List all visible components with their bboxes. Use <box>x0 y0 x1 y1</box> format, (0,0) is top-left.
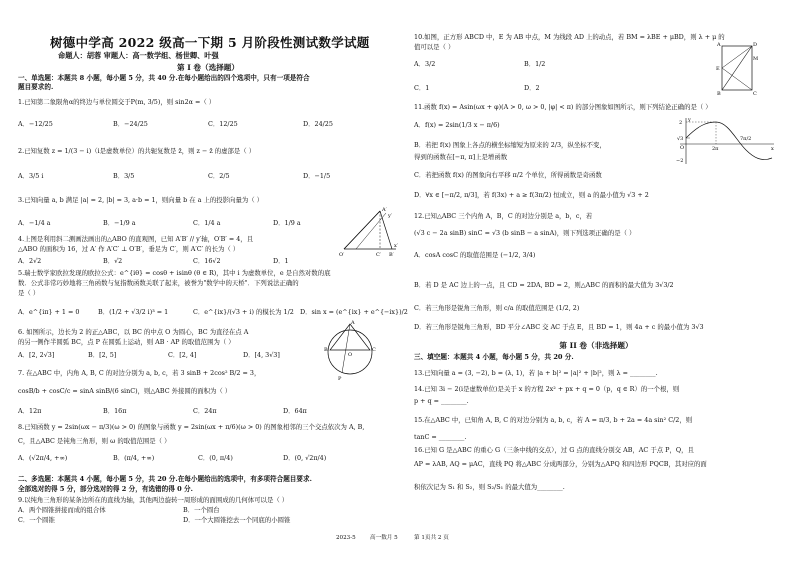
svg-text:D: D <box>753 42 758 48</box>
q10-option-d: D．2 <box>524 84 540 92</box>
q9-option-a: A．两个圆锥拼接而成的组合体 <box>18 506 106 514</box>
question-6-cont: 的另一侧作半圆弧 BC，点 P 在圆弧上运动，则 AB · AP 的取值范围为（ ） <box>18 338 235 346</box>
svg-text:y′: y′ <box>388 213 392 219</box>
q1-option-c: C．12/25 <box>208 120 238 128</box>
q11-sine-graph-figure <box>676 116 776 166</box>
q8-option-a: A．(√2π/4, +∞) <box>18 454 68 462</box>
question-12: 12.已知△ABC 三个内角 A，B，C 的对边分别是 a，b，c，若 <box>414 212 593 220</box>
question-9: 9.以纯角三角形的某条边所在的直线为轴，其他两边旋转一周形成的面围成的几何体可以是（ ） <box>18 496 289 504</box>
svg-text:P: P <box>338 376 342 382</box>
svg-text:M: M <box>753 56 759 62</box>
question-7-cont: cosB/b + cosC/c = sinA sinB/(6 sinC)，则△ABC 外接圆的面积为（ ） <box>18 387 232 395</box>
question-15: 15.在△ABC 中，已知角 A, B, C 的对边分别为 a, b, c，若 A = π/3, b + 2a = 4a sin² C/2，则 <box>414 416 693 424</box>
svg-text:2: 2 <box>679 120 683 126</box>
q12-option-c: C．若三角形是锐角三角形，则 c/a 的取值范围是 (1/2, 2) <box>414 304 580 312</box>
section-2-heading-cont: 全部选对的得 5 分，部分选对的得 2 分，有选错的得 0 分. <box>18 485 193 493</box>
q2-option-d: D．−1/5 <box>303 172 331 180</box>
q1-option-d: D．24/25 <box>303 120 333 128</box>
question-11: 11.函数 f(x) = Asin(ωx + φ)(A > 0, ω > 0, |φ| < π) 的部分图象如图所示，则下列结论正确的是（ ） <box>414 103 712 111</box>
svg-text:O′: O′ <box>339 252 345 258</box>
svg-text:C: C <box>372 347 376 353</box>
svg-text:B: B <box>324 347 328 353</box>
question-2: 2.已知复数 z = 1/(3 − i)（i是虚数单位）的共轭复数是 z̄，则 z − z̄ 的虚部是（ ） <box>18 147 256 155</box>
left-column <box>18 0 408 561</box>
q10-option-a: A．3/2 <box>414 60 436 68</box>
svg-text:√3: √3 <box>677 136 684 142</box>
q6-option-c: C．[2, 4] <box>168 351 197 359</box>
q7-option-c: C．24π <box>193 407 217 415</box>
q12-option-b: B．若 D 是 AC 边上的一点，且 CD = 2DA, BD = 2，则△ABC 的面积的最大值为 3√3/2 <box>414 281 674 289</box>
q8-option-b: B．(π/4, +∞) <box>113 454 155 462</box>
section-3-heading: 三、填空题：本题共 4 小题，每小题 5 分，共 20 分. <box>414 353 574 361</box>
svg-text:A: A <box>351 320 355 326</box>
question-1: 1.已知第二象限角α的终边与单位圆交于P(m, 3/5)，则 sin2α =（ ） <box>18 98 216 106</box>
right-column <box>414 0 778 561</box>
q7-option-a: A．12π <box>18 407 42 415</box>
question-10-cont: 值可以是（ ） <box>414 43 455 51</box>
q3-option-c: C．1/4 a <box>193 219 221 227</box>
q4-option-d: D．1 <box>273 257 289 265</box>
question-15-cont: tanC = ________. <box>414 433 467 441</box>
q7-option-b: B．16π <box>103 407 127 415</box>
svg-text:C: C <box>753 91 757 97</box>
q11-option-c: C．若把函数 f(x) 的图象向右平移 π/2 个单位，所得函数是奇函数 <box>414 171 602 179</box>
q10-square-figure <box>716 40 759 98</box>
question-6: 6. 如图所示，边长为 2 的正△ABC，以 BC 的中点 O 为圆心，BC 为直径在点 A <box>18 328 249 336</box>
question-5-cont2: 是（ ） <box>18 289 40 297</box>
q5-option-a: A．e^{iπ} + 1 = 0 <box>18 308 80 316</box>
footer-page-number: 第 1页共 2 页 <box>414 535 449 541</box>
section-1-heading-cont: 题目要求的. <box>18 83 54 91</box>
page-title: 树德中学高 2022 级高一下期 5 月阶段性测试数学试题 <box>50 35 370 50</box>
svg-text:A′: A′ <box>382 207 387 213</box>
footer-date: 2023-5 <box>336 535 356 541</box>
svg-text:x: x <box>771 146 774 152</box>
question-14-cont: p + q = ________. <box>414 397 469 405</box>
q6-option-a: A．[2, 2√3] <box>18 351 55 359</box>
q9-option-b: B．一个圆台 <box>183 506 220 514</box>
question-5-cont: 数．公式非常巧妙地将三角函数与复指数函数关联了起来，被誉为"数学中的天桥"．下列说法正确的 <box>18 279 299 287</box>
q6-option-b: B．[2, 5] <box>88 351 117 359</box>
q12-option-d: D．若三角形是锐角三角形，BD 平分∠ABC 交 AC 于点 E，且 BD = 1，则 4a + c 的最小值为 3√3 <box>414 323 704 331</box>
volume-2-heading: 第 II 卷（非选择题） <box>559 341 633 350</box>
q6-triangle-semicircle-figure <box>320 318 380 382</box>
q10-option-c: C．1 <box>414 84 430 92</box>
q2-option-c: C．2/5 <box>208 172 230 180</box>
section-2-heading: 二、多选题：本题共 4 小题，每小题 5 分，共 20 分.在每小题给出的选项中，有多项符合题目要求. <box>18 475 312 483</box>
q6-option-d: D．[4, 3√3] <box>243 351 280 359</box>
q2-option-b: B．3/5 <box>113 172 135 180</box>
question-8: 8.已知函数 y = 2sin(ωx − π/3)(ω > 0) 的图象与函数 y = 2sin(ωx + π/6)(ω > 0) 的图象相邻的三个交点依次为 A, B, <box>18 423 365 431</box>
q9-option-c: C．一个圆锥 <box>18 516 55 524</box>
svg-text:B: B <box>717 91 721 97</box>
question-4: 4.上图是利用斜二测画法画出的△ABO 的直观图，已知 A′B′ // y′轴，O′B′ = 4，且 <box>18 235 254 243</box>
svg-text:−2: −2 <box>676 158 684 164</box>
question-8-cont: C，且△ABC 是钝角三角形，则 ω 的取值范围是（ ） <box>18 437 171 445</box>
q8-option-d: D．(0, √2π/4) <box>283 454 327 462</box>
q10-option-b: B．1/2 <box>524 60 546 68</box>
q1-option-b: B．−24/25 <box>113 120 148 128</box>
question-16: 16.已知 G 是△ABC 的重心 G（三条中线的交点），过 G 点的直线分别交 AB，AC 于点 P，Q，且 <box>414 446 694 454</box>
question-4-cont: △ABO 的面积为 16，过 A′ 作 A′C′ ⊥ O′B′，垂足为 C′，则 A′C′ 的长为（ ） <box>18 245 240 253</box>
q1-option-a: A．−12/25 <box>18 120 53 128</box>
svg-text:E: E <box>716 66 720 72</box>
q5-option-c: C．e^{ix}/(√3 + i) 的模长为 1/2 <box>193 308 294 316</box>
svg-text:C′: C′ <box>376 252 381 258</box>
q7-option-d: D．64π <box>283 407 307 415</box>
q3-option-b: B．−1/9 a <box>103 219 136 227</box>
footer-subject: 高一数月 5 <box>370 535 398 541</box>
question-7: 7. 在△ABC 中，内角 A, B, C 的对边分别为 a, b, c，若 3 sinB + 2cos² B/2 = 3， <box>18 369 261 377</box>
q3-option-d: D．1/9 a <box>273 219 301 227</box>
q9-option-d: D．一个大圆锥挖去一个同底的小圆锥 <box>183 516 291 524</box>
svg-text:O: O <box>348 352 353 358</box>
q4-option-b: B．√2 <box>103 257 123 265</box>
section-1-heading: 一、单选题：本题共 8 小题，每小题 5 分，共 40 分.在每小题给出的四个选项中，只有一项是符合 <box>18 74 310 82</box>
question-16-cont: AP = λAB, AQ = μAC，直线 PQ 将△ABC 分成两部分，分别为△APQ 和四边形 PQCB，其对应的面 <box>414 460 707 468</box>
question-16-cont2: 积依次记为 S₁ 和 S₂，则 S₂/S₁ 的最大值为________. <box>414 483 565 491</box>
question-10: 10.如图，正方形 ABCD 中，E 为 AB 中点，M 为线段 AD 上的动点，若 BM = λBE + μBD，则 λ + μ 的 <box>414 33 725 41</box>
svg-text:B′: B′ <box>389 252 394 258</box>
q11-option-d: D．∀x ∈ [−π/2, π/3]，若 f(3x) + a ≥ f(3π/2) 恒成立，则 a 的最小值为 √3 + 2 <box>414 191 649 199</box>
q11-option-b-cont: 得到的函数在[−π, π]上是增函数 <box>414 153 508 161</box>
volume-1-heading: 第 I 卷（选择题） <box>177 63 239 72</box>
svg-text:x′: x′ <box>394 243 398 249</box>
question-3: 3.已知向量 a, b 满足 |a| = 2, |b| = 3, a·b = 1，则向量 b 在 a 上的投影向量为（ ） <box>18 196 264 204</box>
svg-text:A: A <box>717 42 721 48</box>
q8-option-c: C．(0, π/4) <box>198 454 233 462</box>
q3-option-a: A．−1/4 a <box>18 219 51 227</box>
q4-option-c: C．16√2 <box>193 257 221 265</box>
svg-text:y: y <box>688 117 691 123</box>
svg-text:2π: 2π <box>712 146 719 152</box>
question-13: 13.已知向量 a = (3, −2), b = (λ, 1)，若 |a + b|² = |a|² + |b|²，则 λ = ________. <box>414 369 658 377</box>
q2-option-a: A．3/5 i <box>18 172 44 180</box>
q5-option-b: B．(1/2 + √3/2 i)³ = 1 <box>98 308 169 316</box>
q11-option-a: A．f(x) = 2sin(1/3 x − π/6) <box>414 121 500 129</box>
question-14: 14.已知 3i − 2(i是虚数单位)是关于 x 的方程 2x² + px + q = 0（p，q ∈ R）的一个根，则 <box>414 385 680 393</box>
q5-option-d: D．sin x = (e^{ix} + e^{−ix})/2 <box>300 308 408 316</box>
q11-option-b: B．若把 f(x) 图象上各点的横坐标缩短为原来的 2/3，纵坐标不变， <box>414 141 606 149</box>
q4-option-a: A．2√2 <box>18 257 42 265</box>
question-12-cont: (√3 c − 2a sinB) sinC = √3 (b sinB − a sinA)，则下列选项正确的是（ ） <box>414 229 636 237</box>
svg-text:O: O <box>680 145 685 151</box>
q4-oblique-figure <box>336 205 398 257</box>
svg-text:7π/2: 7π/2 <box>740 136 752 142</box>
question-5: 5.瑞士数学家欧拉发现的欧拉公式：e^{iθ} = cosθ + isinθ (θ ∈ R)，其中 i 为虚数单位，e 是自然对数的底 <box>18 269 331 277</box>
exam-authors: 命题人：胡蓉 审题人：高一数学组、杨世卿、叶强 <box>58 51 219 60</box>
q12-option-a: A．cosA cosC 的取值范围是 (−1/2, 3/4) <box>414 251 536 259</box>
